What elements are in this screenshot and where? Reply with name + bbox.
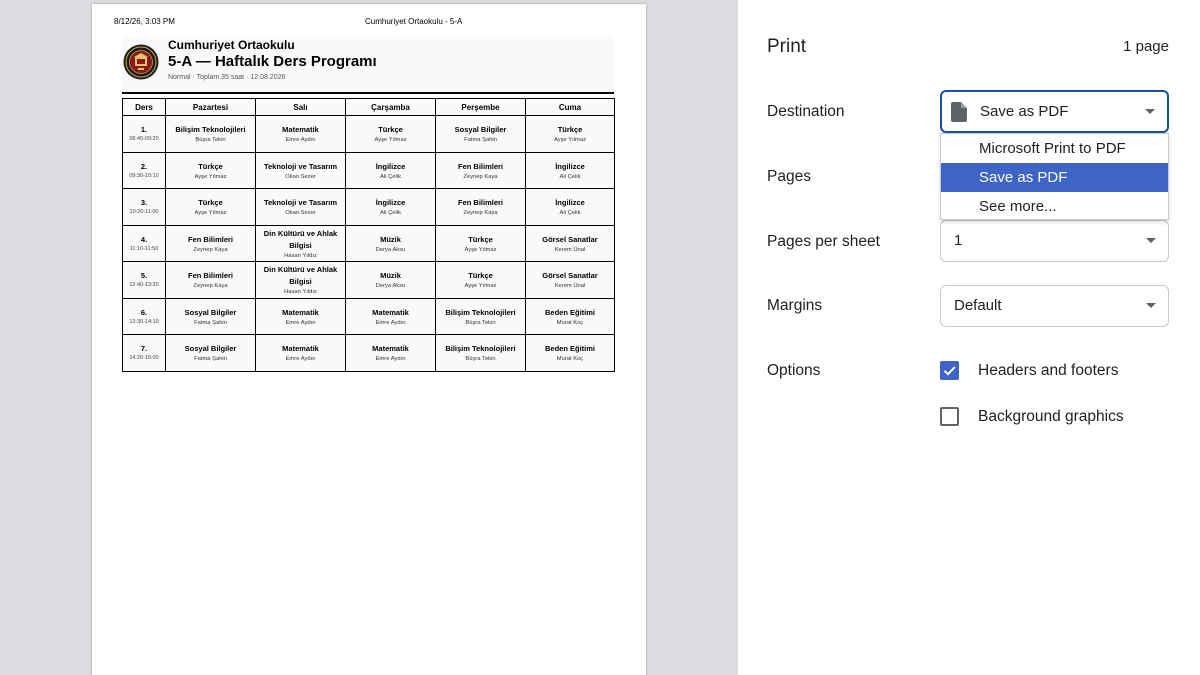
lesson-teacher: Zeynep Kaya bbox=[463, 173, 498, 180]
lesson-subject: Matematik bbox=[282, 307, 319, 317]
lesson-cell bbox=[256, 335, 346, 372]
period-cell bbox=[123, 152, 166, 189]
table-row bbox=[123, 262, 615, 299]
column-header: Pazartesi bbox=[166, 99, 256, 116]
page-header-title: Cumhuriyet Ortaokulu - 5-A bbox=[365, 17, 463, 26]
column-header: Çarşamba bbox=[346, 99, 436, 116]
lesson-subject: Fen Bilimleri bbox=[187, 234, 233, 244]
lesson-cell bbox=[436, 189, 526, 226]
lesson-cell bbox=[166, 298, 256, 335]
lesson-subject: Fen Bilimleri bbox=[457, 161, 503, 171]
period-time: 09:30-10:10 bbox=[129, 172, 159, 179]
lesson-subject: Türkçe bbox=[198, 161, 223, 171]
lesson-teacher: Ali Çelik bbox=[380, 173, 401, 180]
destination-dropdown-menu bbox=[940, 133, 1169, 220]
lesson-subject: Matematik bbox=[282, 125, 319, 135]
chevron-down-icon bbox=[1146, 238, 1156, 243]
lesson-subject: İngilizce bbox=[375, 198, 406, 208]
lesson-cell bbox=[256, 116, 346, 153]
lesson-teacher: Okan Sezer bbox=[285, 173, 316, 180]
period-number: 6. bbox=[140, 307, 148, 317]
page-header-datetime: 8/12/26, 3:03 PM bbox=[114, 17, 175, 26]
lesson-teacher: Ayşe Yılmaz bbox=[464, 283, 497, 290]
lesson-cell bbox=[256, 225, 346, 262]
timetable-header-row bbox=[123, 99, 615, 116]
destination-label: Destination bbox=[767, 103, 845, 120]
period-number: 7. bbox=[140, 344, 148, 354]
lesson-subject: Müzik bbox=[380, 271, 401, 281]
lesson-teacher: Ali Çelik bbox=[559, 173, 581, 180]
lesson-teacher: Büşra Tekin bbox=[465, 356, 496, 363]
lesson-teacher: Ayşe Yılmaz bbox=[464, 246, 497, 253]
lesson-cell bbox=[346, 152, 436, 189]
lesson-cell bbox=[526, 189, 615, 226]
lesson-teacher: Emre Aydın bbox=[375, 319, 406, 326]
document-icon bbox=[951, 102, 967, 122]
lesson-cell bbox=[166, 225, 256, 262]
background-graphics-label[interactable]: Background graphics bbox=[978, 408, 1124, 425]
lesson-cell bbox=[166, 335, 256, 372]
period-cell bbox=[123, 225, 166, 262]
headers-footers-checkbox[interactable] bbox=[940, 361, 959, 380]
table-row bbox=[123, 152, 615, 189]
lesson-teacher: Fatma Şahin bbox=[194, 319, 227, 326]
background-graphics-checkbox[interactable] bbox=[940, 407, 959, 426]
column-header: Ders bbox=[123, 99, 166, 116]
lesson-teacher: Kerem Ünal bbox=[554, 246, 586, 253]
document-meta: Normal · Toplam 35 saat · 12.08.2026 bbox=[168, 74, 286, 81]
lesson-teacher: Murat Koç bbox=[556, 319, 584, 326]
lesson-subject: Müzik bbox=[380, 234, 401, 244]
period-time: 08:40-09:20 bbox=[129, 136, 159, 143]
lesson-subject: Sosyal Bilgiler bbox=[184, 344, 237, 354]
destination-option-microsoft-print-to-pdf[interactable]: Microsoft Print to PDF bbox=[979, 140, 1126, 157]
period-cell bbox=[123, 189, 166, 226]
lesson-cell bbox=[166, 262, 256, 299]
period-number: 2. bbox=[140, 161, 148, 171]
lesson-cell bbox=[256, 189, 346, 226]
lesson-cell bbox=[166, 152, 256, 189]
lesson-teacher: Emre Aydın bbox=[375, 356, 406, 363]
lesson-subject: Türkçe bbox=[378, 125, 403, 135]
lesson-cell bbox=[346, 262, 436, 299]
table-row bbox=[123, 116, 615, 153]
lesson-teacher: Okan Sezer bbox=[285, 210, 316, 217]
period-time: 11:10-11:50 bbox=[129, 245, 159, 252]
lesson-subject: Bilişim Teknolojileri bbox=[445, 307, 516, 317]
margins-select[interactable] bbox=[940, 285, 1169, 327]
lesson-cell bbox=[256, 152, 346, 189]
lesson-cell bbox=[526, 298, 615, 335]
title-divider bbox=[122, 92, 614, 94]
lesson-teacher: Ali Çelik bbox=[559, 210, 581, 217]
lesson-subject: Matematik bbox=[372, 344, 409, 354]
lesson-teacher: Büşra Tekin bbox=[465, 319, 496, 326]
lesson-teacher: Ayşe Yılmaz bbox=[374, 137, 407, 144]
period-time: 13:30-14:10 bbox=[129, 318, 159, 325]
lesson-teacher: Emre Aydın bbox=[285, 137, 316, 144]
lesson-subject: Türkçe bbox=[468, 271, 493, 281]
lesson-teacher: Emre Aydın bbox=[285, 319, 316, 326]
table-row bbox=[123, 189, 615, 226]
lesson-cell bbox=[526, 262, 615, 299]
pages-per-sheet-value: 1 bbox=[954, 232, 963, 249]
lesson-cell bbox=[166, 189, 256, 226]
period-number: 1. bbox=[140, 125, 148, 135]
chevron-down-icon bbox=[1145, 109, 1155, 114]
period-number: 3. bbox=[140, 198, 148, 208]
lesson-teacher: Zeynep Kaya bbox=[193, 246, 228, 253]
period-time: 12:40-13:20 bbox=[129, 282, 159, 289]
lesson-subject: Teknoloji ve Tasarım bbox=[263, 198, 338, 208]
lesson-subject: Din Kültürü ve Ahlak Bilgisi bbox=[263, 228, 338, 250]
lesson-cell bbox=[436, 262, 526, 299]
pages-label: Pages bbox=[767, 168, 811, 185]
column-header: Perşembe bbox=[436, 99, 526, 116]
lesson-subject: Matematik bbox=[282, 344, 319, 354]
lesson-cell bbox=[346, 225, 436, 262]
lesson-cell bbox=[166, 116, 256, 153]
lesson-subject: İngilizce bbox=[375, 161, 406, 171]
lesson-cell bbox=[526, 225, 615, 262]
print-settings-panel bbox=[738, 0, 1200, 675]
period-time: 10:20-11:00 bbox=[129, 209, 159, 216]
lesson-teacher: Fatma Şahin bbox=[464, 137, 497, 144]
lesson-cell bbox=[256, 298, 346, 335]
preview-page bbox=[92, 4, 646, 675]
timetable bbox=[122, 98, 615, 372]
lesson-subject: Matematik bbox=[372, 307, 409, 317]
lesson-cell bbox=[436, 116, 526, 153]
lesson-cell bbox=[256, 262, 346, 299]
lesson-teacher: Ayşe Yılmaz bbox=[194, 173, 227, 180]
period-number: 5. bbox=[140, 271, 148, 281]
print-title: Print bbox=[767, 36, 807, 57]
lesson-subject: Görsel Sanatlar bbox=[542, 271, 598, 281]
lesson-teacher: Büşra Tekin bbox=[195, 137, 226, 144]
headers-footers-label[interactable]: Headers and footers bbox=[978, 362, 1119, 379]
table-row bbox=[123, 225, 615, 262]
lesson-subject: Görsel Sanatlar bbox=[542, 234, 598, 244]
pages-per-sheet-select[interactable] bbox=[940, 220, 1169, 262]
lesson-subject: Beden Eğitimi bbox=[544, 344, 595, 354]
lesson-subject: Fen Bilimleri bbox=[457, 198, 503, 208]
school-seal-icon bbox=[123, 44, 159, 80]
margins-label: Margins bbox=[767, 297, 823, 314]
lesson-cell bbox=[346, 298, 436, 335]
lesson-teacher: Derya Aksu bbox=[375, 283, 406, 290]
page-count: 1 page bbox=[1123, 38, 1169, 55]
lesson-teacher: Fatma Şahin bbox=[194, 356, 227, 363]
pages-per-sheet-label: Pages per sheet bbox=[767, 233, 880, 250]
lesson-subject: Bilişim Teknolojileri bbox=[445, 344, 516, 354]
period-cell bbox=[123, 262, 166, 299]
lesson-cell bbox=[526, 335, 615, 372]
lesson-teacher: Kerem Ünal bbox=[554, 283, 586, 290]
lesson-subject: Bilişim Teknolojileri bbox=[175, 125, 246, 135]
lesson-teacher: Ayşe Yılmaz bbox=[194, 210, 227, 217]
lesson-teacher: Murat Koç bbox=[556, 356, 584, 363]
destination-option-see-more[interactable]: See more... bbox=[979, 198, 1057, 215]
lesson-subject: Beden Eğitimi bbox=[544, 307, 595, 317]
period-cell bbox=[123, 298, 166, 335]
options-label: Options bbox=[767, 362, 821, 379]
lesson-teacher: Zeynep Kaya bbox=[463, 210, 498, 217]
column-header: Cuma bbox=[526, 99, 615, 116]
lesson-teacher: Derya Aksu bbox=[375, 246, 406, 253]
lesson-subject: İngilizce bbox=[555, 198, 585, 208]
document-title: 5-A — Haftalık Ders Programı bbox=[168, 53, 377, 70]
lesson-subject: Fen Bilimleri bbox=[187, 271, 233, 281]
lesson-teacher: Ayşe Yılmaz bbox=[553, 137, 586, 144]
destination-option-save-as-pdf[interactable]: Save as PDF bbox=[941, 163, 1168, 192]
lesson-subject: Türkçe bbox=[557, 125, 583, 135]
lesson-teacher: Hasan Yıldız bbox=[284, 289, 317, 296]
period-time: 14:20-15:00 bbox=[129, 355, 159, 362]
lesson-cell bbox=[436, 225, 526, 262]
lesson-subject: Teknoloji ve Tasarım bbox=[263, 161, 338, 171]
lesson-subject: Sosyal Bilgiler bbox=[454, 125, 507, 135]
margins-value: Default bbox=[954, 297, 1002, 314]
checkmark-icon bbox=[940, 361, 959, 380]
column-header: Salı bbox=[256, 99, 346, 116]
document-title-block bbox=[122, 36, 614, 94]
lesson-cell bbox=[526, 116, 615, 153]
school-name: Cumhuriyet Ortaokulu bbox=[168, 38, 295, 52]
table-row bbox=[123, 298, 615, 335]
period-number: 4. bbox=[140, 234, 148, 244]
destination-value: Save as PDF bbox=[980, 103, 1069, 120]
lesson-cell bbox=[526, 152, 615, 189]
table-row bbox=[123, 335, 615, 372]
lesson-cell bbox=[346, 189, 436, 226]
lesson-teacher: Zeynep Kaya bbox=[193, 283, 228, 290]
lesson-teacher: Emre Aydın bbox=[285, 356, 316, 363]
lesson-subject: Türkçe bbox=[468, 234, 493, 244]
lesson-teacher: Hasan Yıldız bbox=[284, 252, 317, 259]
lesson-subject: İngilizce bbox=[555, 161, 585, 171]
period-cell bbox=[123, 335, 166, 372]
lesson-cell bbox=[436, 335, 526, 372]
lesson-subject: Sosyal Bilgiler bbox=[184, 307, 237, 317]
lesson-cell bbox=[436, 152, 526, 189]
lesson-cell bbox=[346, 335, 436, 372]
lesson-subject: Türkçe bbox=[198, 198, 223, 208]
lesson-cell bbox=[436, 298, 526, 335]
lesson-subject: Din Kültürü ve Ahlak Bilgisi bbox=[263, 265, 338, 287]
chevron-down-icon bbox=[1146, 303, 1156, 308]
lesson-teacher: Ali Çelik bbox=[380, 210, 401, 217]
destination-select[interactable] bbox=[940, 90, 1169, 133]
lesson-cell bbox=[346, 116, 436, 153]
period-cell bbox=[123, 116, 166, 153]
